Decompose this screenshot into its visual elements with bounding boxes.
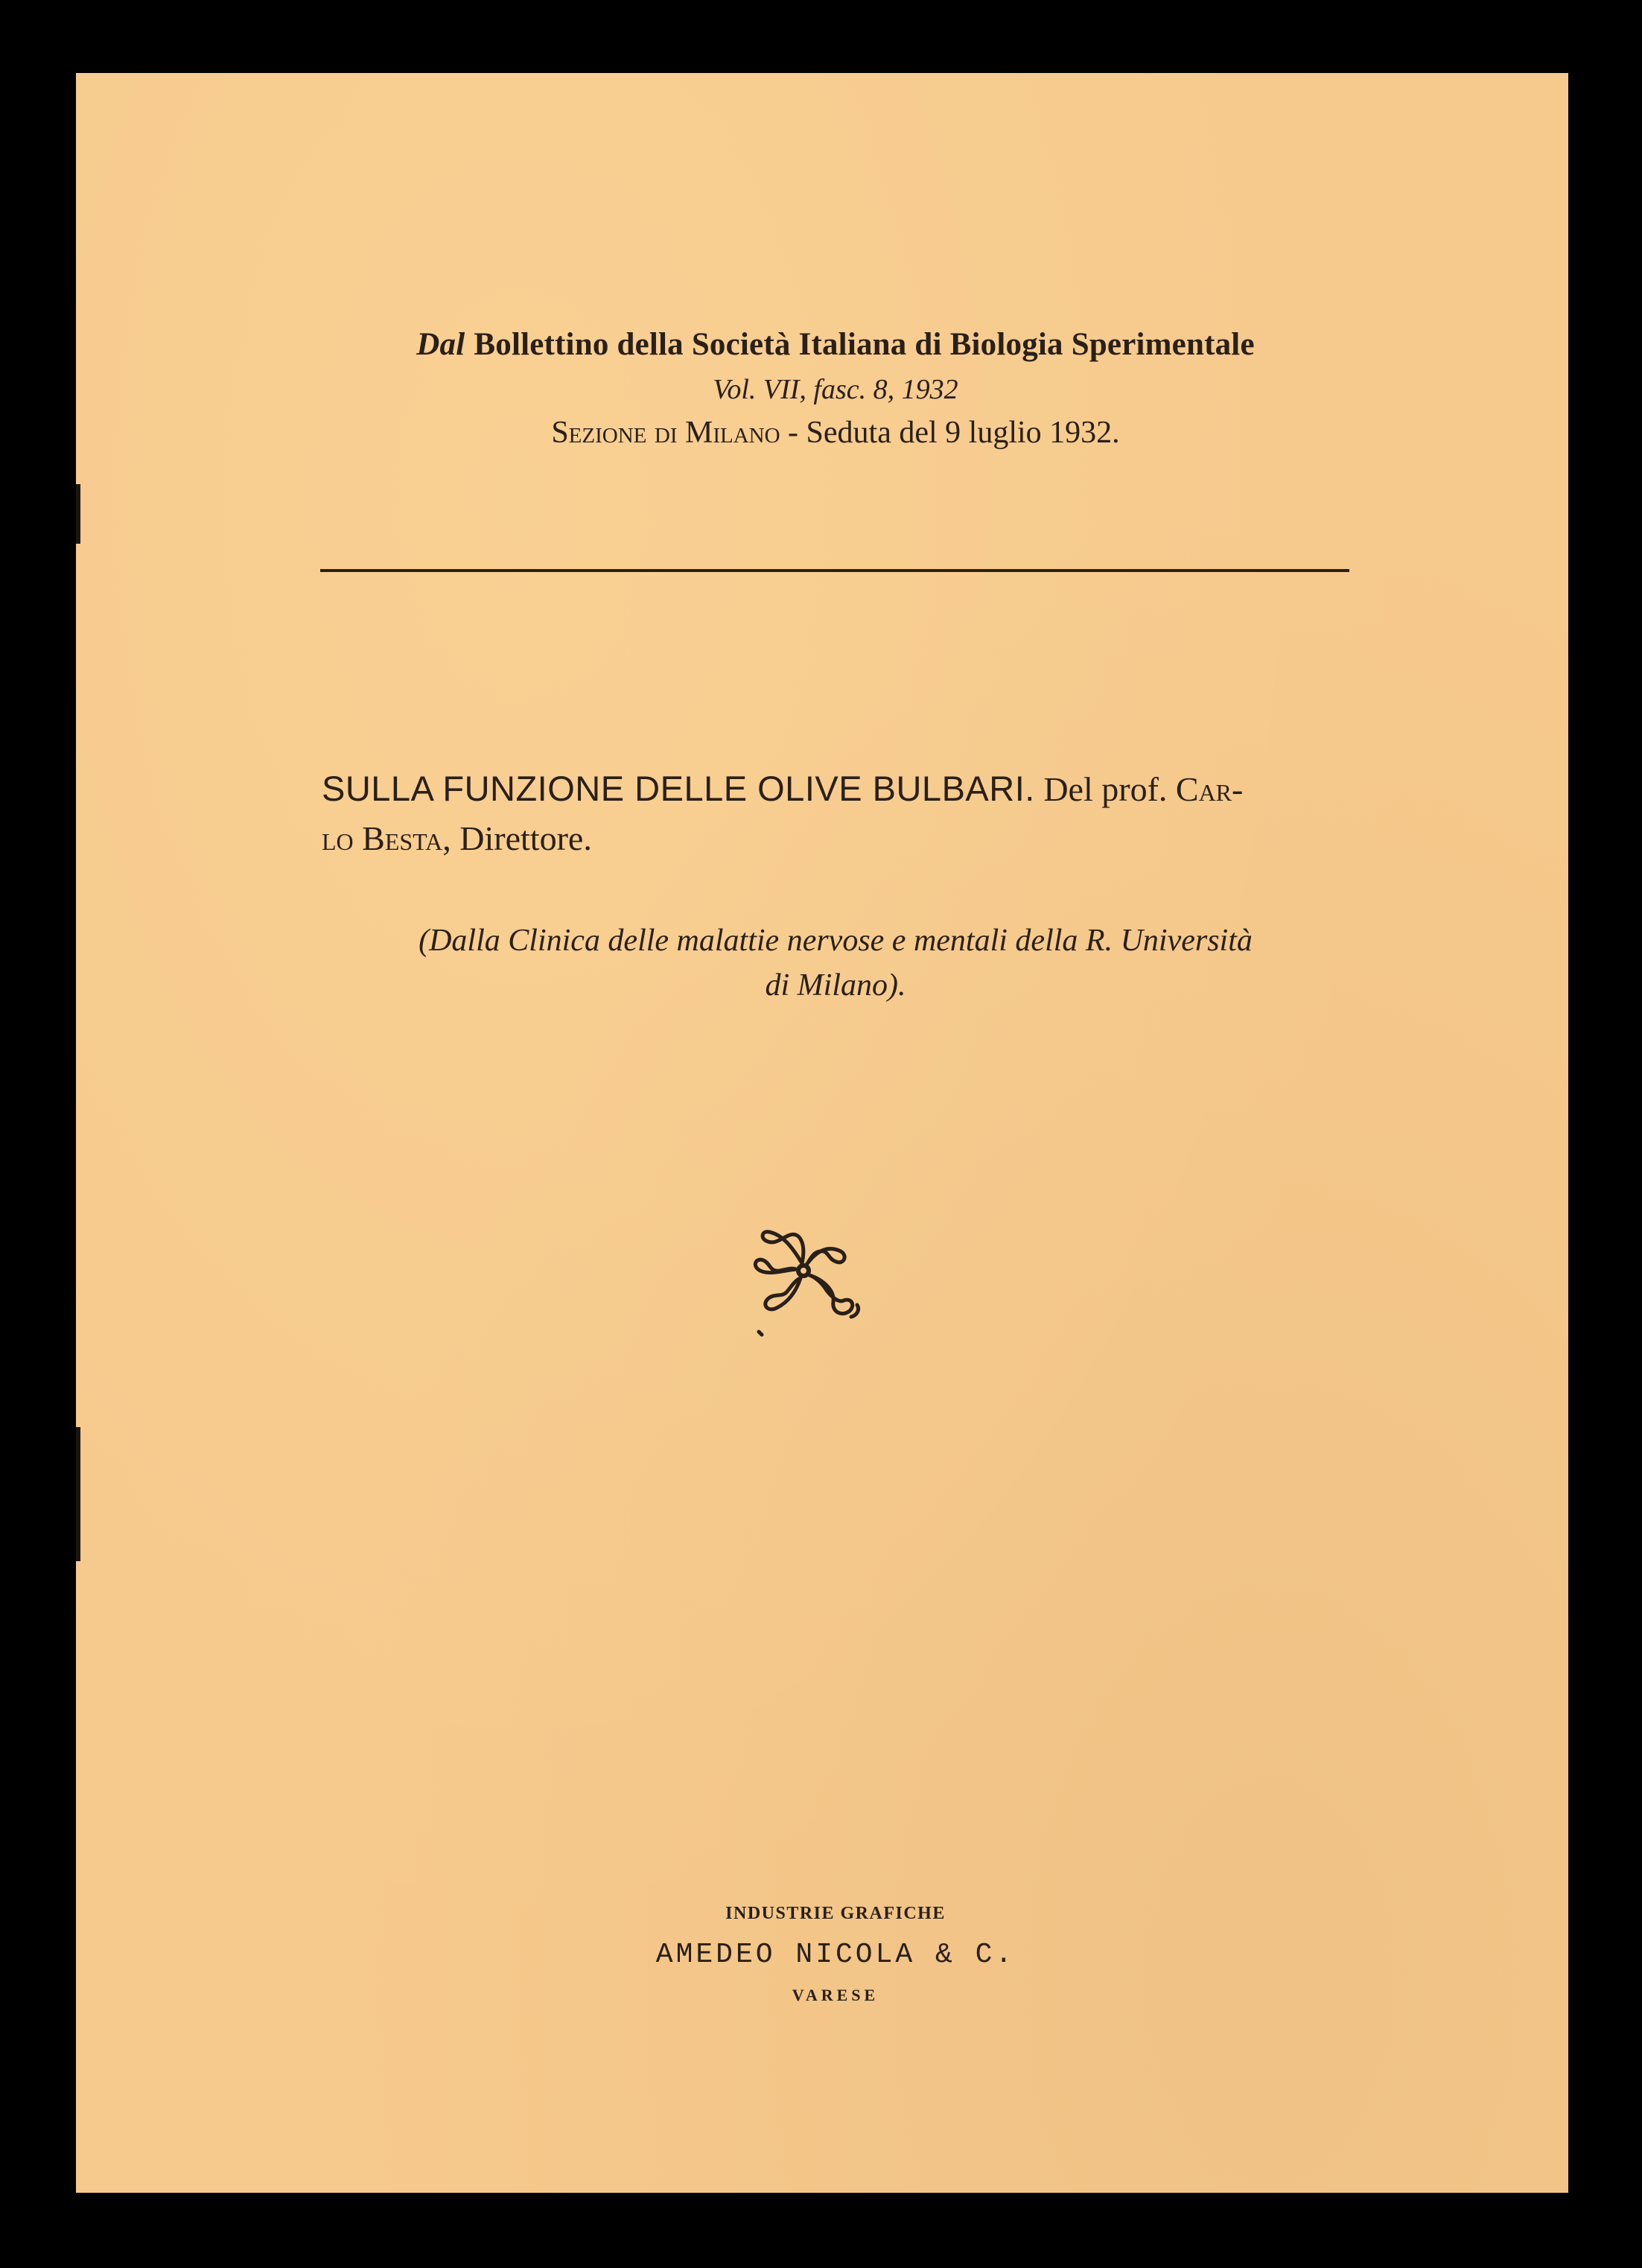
- printer-line-1: INDUSTRIE GRAFICHE: [725, 1904, 946, 1923]
- affiliation-line-2: di Milano).: [765, 968, 906, 1003]
- bulletin-header: [322, 326, 1349, 451]
- author-last-name: Besta: [353, 819, 443, 857]
- session-date: Seduta del 9 luglio 1932.: [806, 416, 1120, 450]
- document-page: [76, 73, 1568, 2193]
- session-info: [322, 415, 1349, 451]
- section-separator: -: [780, 416, 806, 450]
- bulletin-volume: Vol. VII, fasc. 8, 1932: [713, 374, 958, 405]
- printer-city: VARESE: [792, 1986, 879, 2004]
- bulletin-name: Bollettino della Società Italiana di Biologia Sperimentale: [474, 327, 1255, 362]
- header-divider: [320, 569, 1349, 572]
- printer-imprint: [322, 1904, 1349, 2005]
- author-role: , Direttore.: [442, 819, 592, 857]
- author-first-name-part1: Car-: [1175, 770, 1244, 808]
- section-name: Sezione di Milano: [551, 416, 780, 450]
- staple-mark-top: [76, 484, 80, 544]
- printer-name: AMEDEO NICOLA & C.: [655, 1939, 1016, 1971]
- staple-mark-bottom: [76, 1427, 80, 1561]
- bulletin-from: Dal: [416, 327, 465, 362]
- article-heading: [322, 764, 1349, 863]
- bulletin-title: [322, 326, 1349, 363]
- affiliation: [322, 918, 1349, 1008]
- flower-ornament-icon: [739, 1205, 866, 1347]
- author-first-name-part2: lo: [322, 819, 354, 857]
- article-title: SULLA FUNZIONE DELLE OLIVE BULBARI.: [322, 769, 1035, 808]
- affiliation-line-1: (Dalla Clinica delle malattie nervose e mentali della R. Università: [419, 924, 1253, 958]
- article-by: Del prof.: [1034, 770, 1176, 808]
